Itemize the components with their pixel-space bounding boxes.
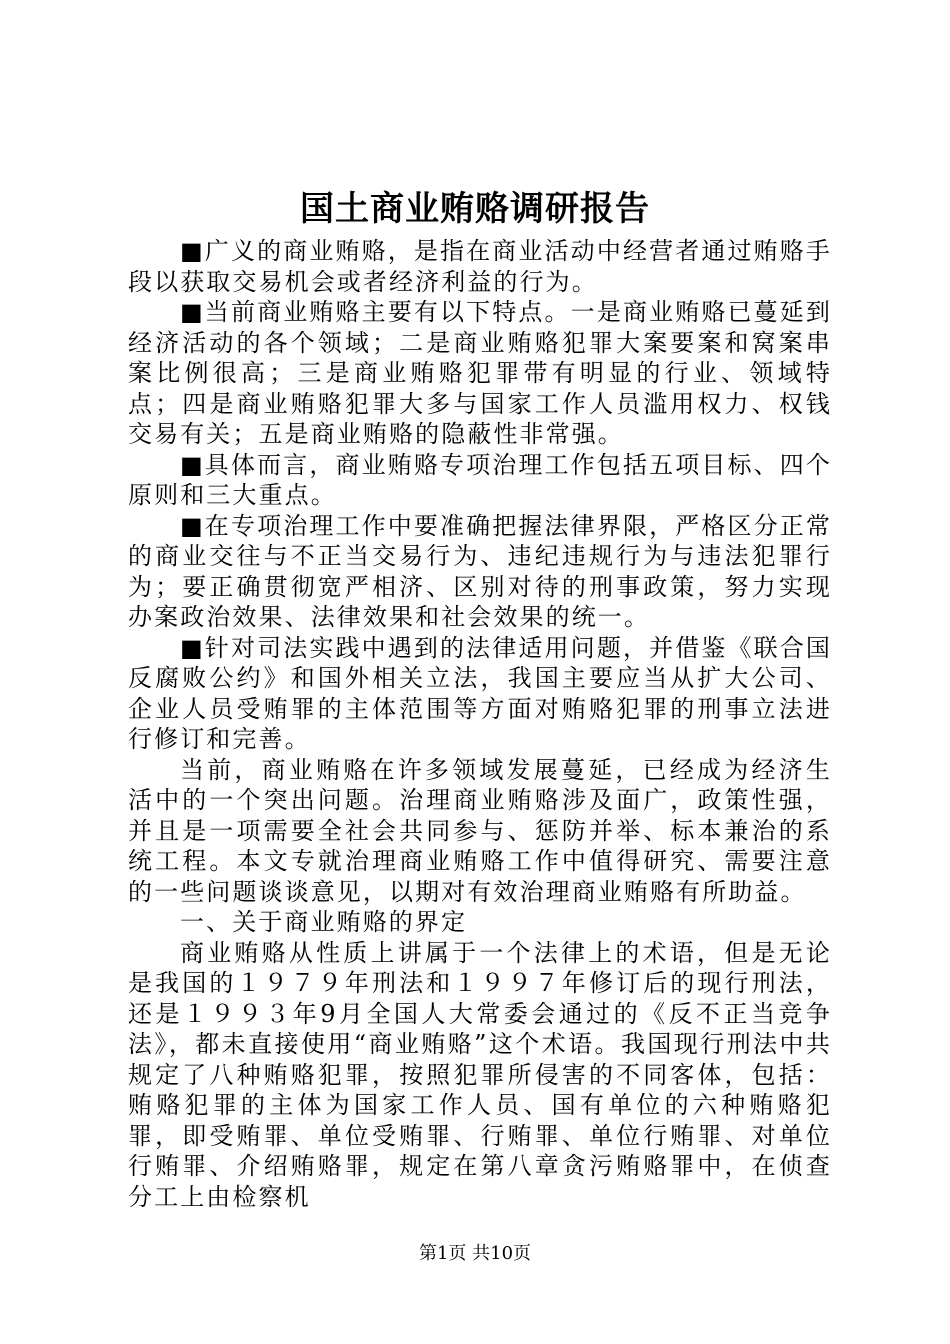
paragraph: ■广义的商业贿赂，是指在商业活动中经营者通过贿赂手段以获取交易机会或者经济利益的行为。 <box>128 237 832 296</box>
document-title: 国土商业贿赂调研报告 <box>300 189 650 229</box>
paragraph: ■具体而言，商业贿赂专项治理工作包括五项目标、四个原则和三大重点。 <box>128 450 832 509</box>
page-footer: 第1页 共10页 <box>418 1243 532 1264</box>
paragraph: 商业贿赂从性质上讲属于一个法律上的术语，但是无论是我国的１９７９年刑法和１９９７年修订后的现行刑法，还是１９９３年9月全国人大常委会通过的《反不正当竞争法》，都未直接使用“商业贿赂”这个术语。我国现行刑法中共规定了八种贿赂犯罪，按照犯罪所侵害的不同客体，包括：贿赂犯罪的主体为国家工作人员、国有单位的六种贿赂犯罪，即受贿罪、单位受贿罪、行贿罪、单位行贿罪、对单位行贿罪、介绍贿赂罪，规定在第八章贪污贿赂罪中，在侦查分工上由检察机 <box>128 938 832 1211</box>
paragraph: ■当前商业贿赂主要有以下特点。一是商业贿赂已蔓延到经济活动的各个领域；二是商业贿赂犯罪大案要案和窝案串案比例很高；三是商业贿赂犯罪带有明显的行业、领域特点；四是商业贿赂犯罪大多与国家工作人员滥用权力、权钱交易有关；五是商业贿赂的隐蔽性非常强。 <box>128 298 832 448</box>
paragraph: 当前，商业贿赂在许多领域发展蔓延，已经成为经济生活中的一个突出问题。治理商业贿赂涉及面广，政策性强，并且是一项需要全社会共同参与、惩防并举、标本兼治的系统工程。本文专就治理商业贿赂工作中值得研究、需要注意的一些问题谈谈意见，以期对有效治理商业贿赂有所助益。 <box>128 755 832 906</box>
section-heading: 一、关于商业贿赂的界定 <box>180 908 468 936</box>
document-body <box>128 236 832 1212</box>
paragraph: ■在专项治理工作中要准确把握法律界限，严格区分正常的商业交往与不正当交易行为、违纪违规行为与违法犯罪行为；要正确贯彻宽严相济、区别对待的刑事政策，努力实现办案政治效果、法律效果和社会效果的统一。 <box>128 511 832 631</box>
paragraph: ■针对司法实践中遇到的法律适用问题，并借鉴《联合国反腐败公约》和国外相关立法，我国主要应当从扩大公司、企业人员受贿罪的主体范围等方面对贿赂犯罪的刑事立法进行修订和完善。 <box>128 633 832 753</box>
